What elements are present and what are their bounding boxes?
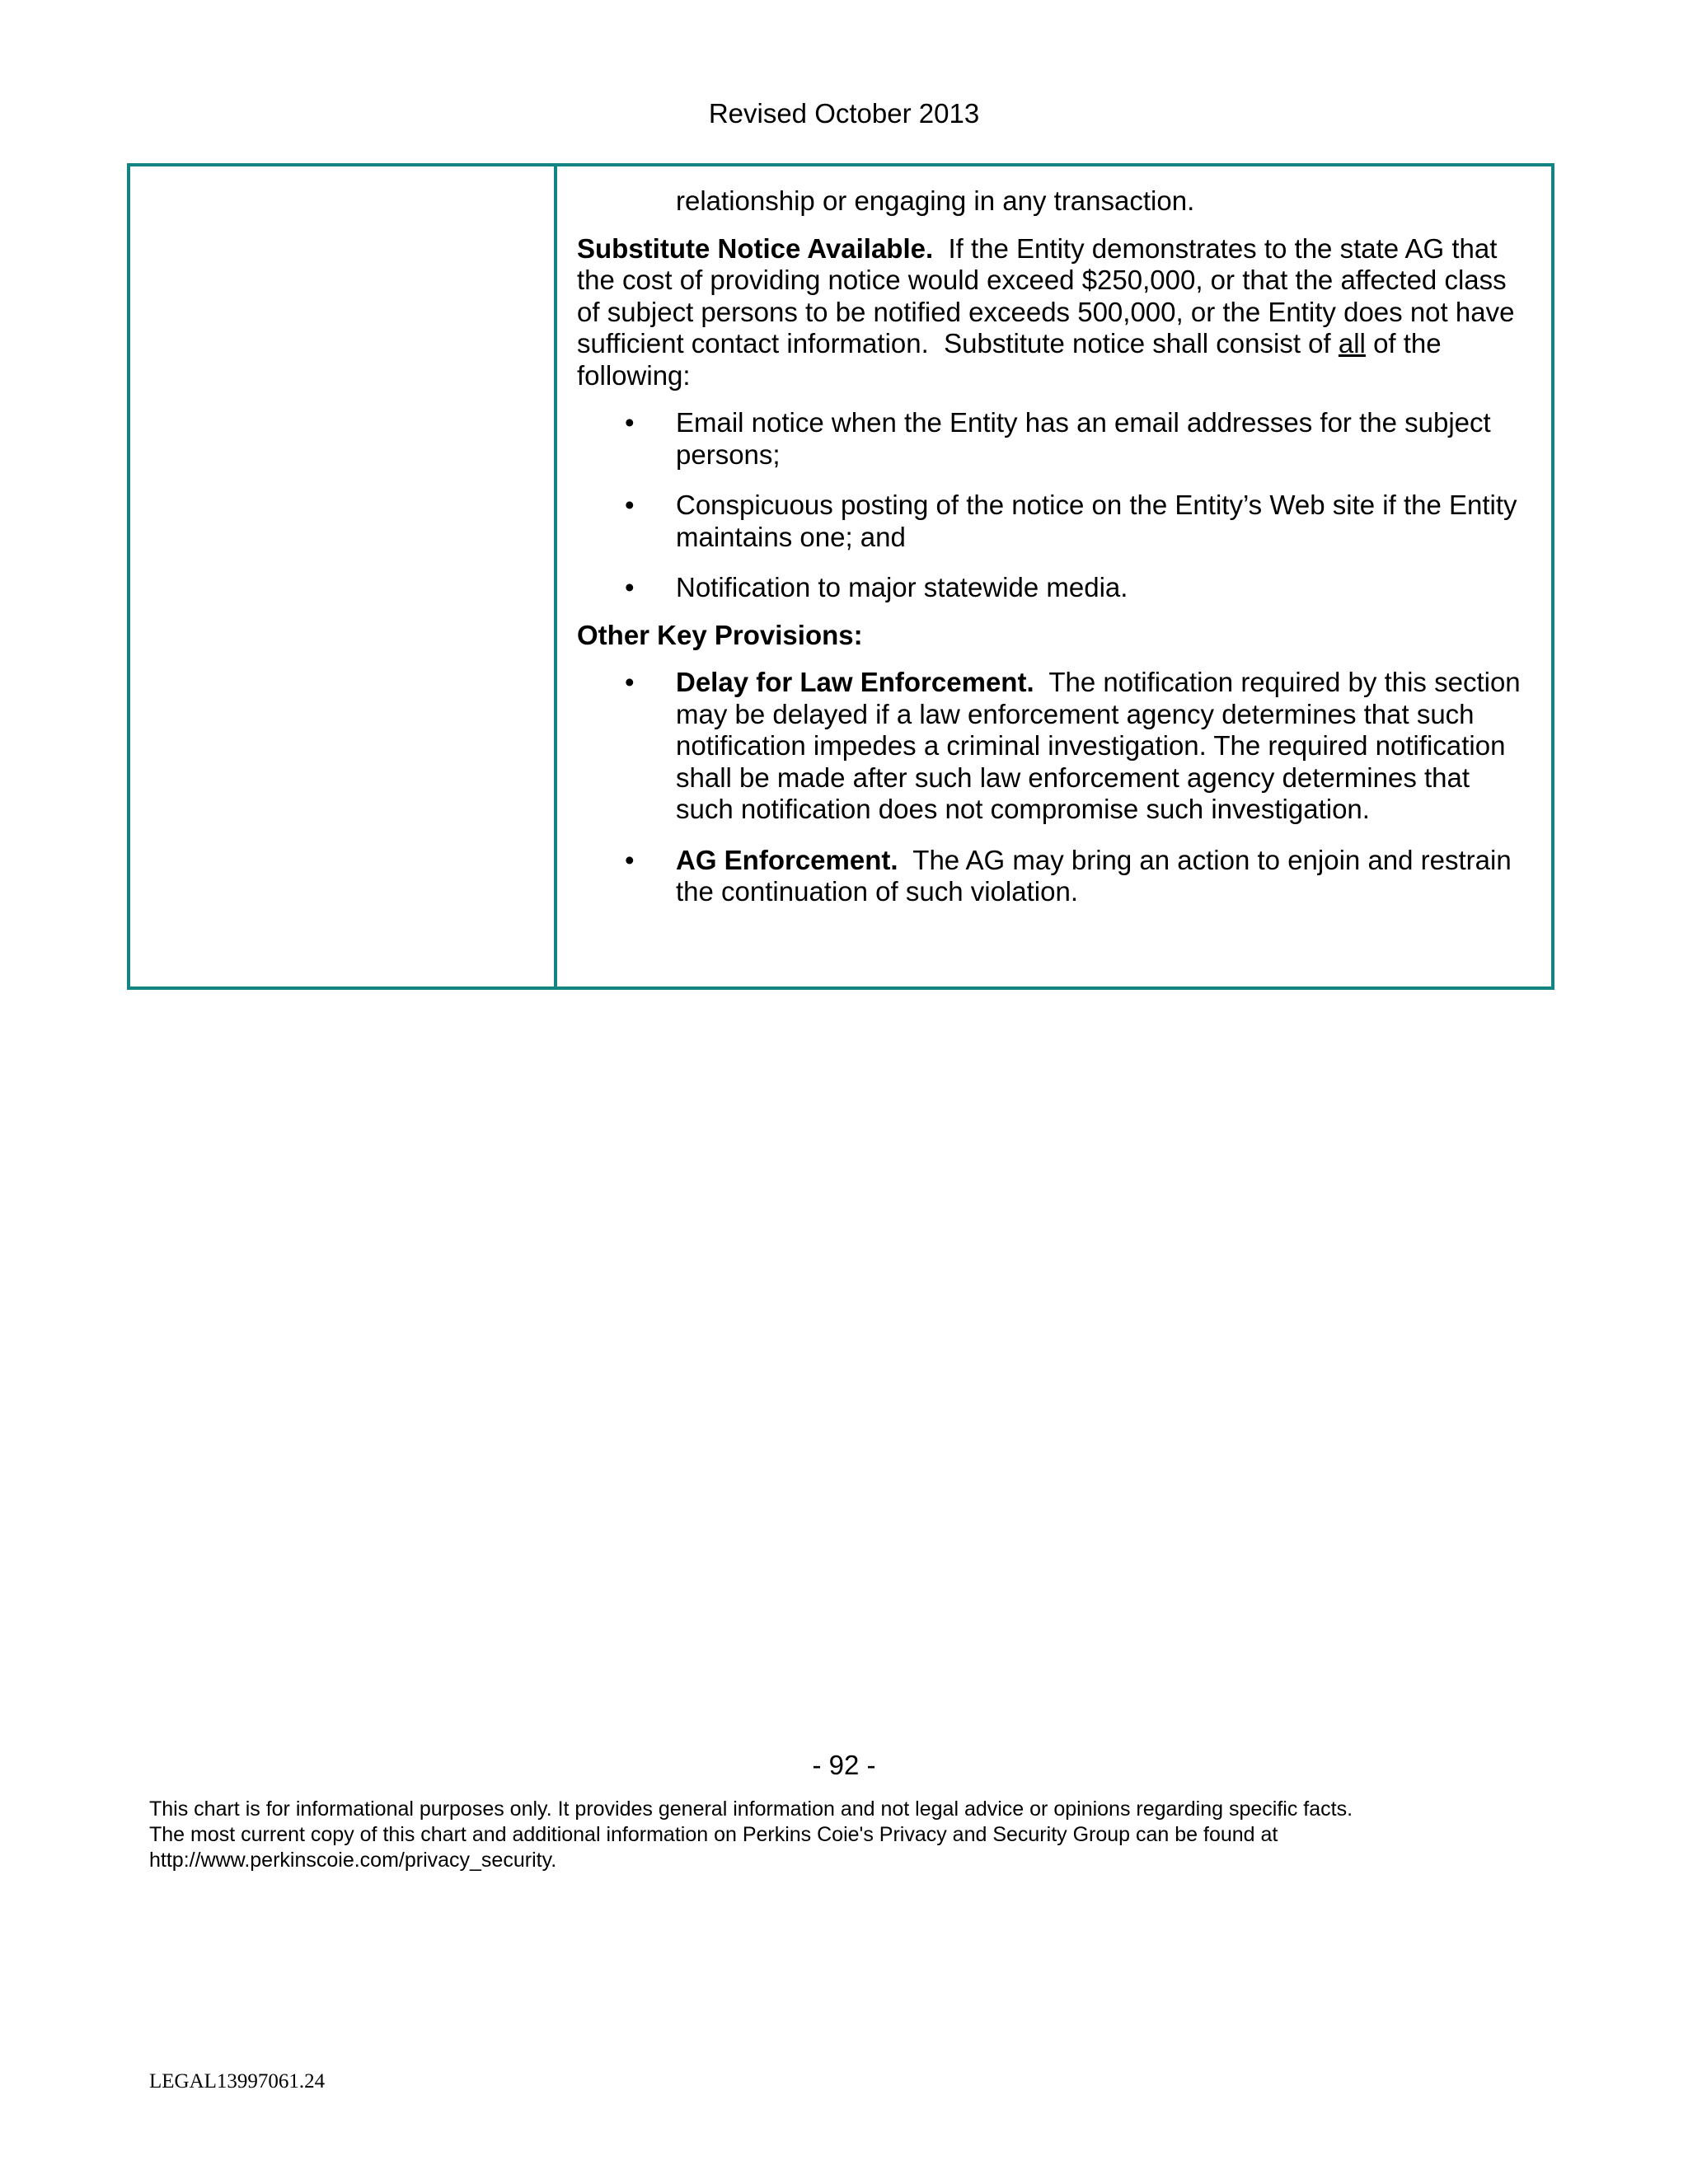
- bullet-icon: •: [625, 572, 635, 602]
- list-item-text: Email notice when the Entity has an email addresses for the subject persons;: [676, 407, 1491, 470]
- other-provisions-list: [577, 667, 1533, 908]
- content-table: [127, 163, 1554, 990]
- provision-text: The notification required by this section may be delayed if a law enforcement agency determines that such notification impedes a criminal investigation. The required notification shall be made after such law enforcement agency determines that such notification does not compromise such investigation.: [676, 667, 1528, 824]
- underlined-all: all: [1338, 328, 1366, 359]
- other-provisions-heading: Other Key Provisions:: [577, 619, 863, 650]
- provision-title: Delay for Law Enforcement.: [676, 667, 1034, 697]
- substitute-notice-heading: Substitute Notice Available.: [577, 232, 934, 264]
- table-left-column: [130, 166, 557, 987]
- list-item: [577, 490, 1533, 553]
- substitute-notice-text: If the Entity demonstrates to the state AG that the cost of providing notice would exceed $250,000, or that the affected class of subject persons to be notified exceeds 500,000, or the Entity does not have sufficient contact information. Substitute notice shall consist of: [577, 232, 1522, 359]
- bullet-icon: •: [625, 667, 635, 697]
- bullet-icon: •: [625, 844, 635, 875]
- page-number: - 92 -: [812, 1750, 876, 1780]
- footer-line: The most current copy of this chart and additional information on Perkins Coie's Privacy and Security Group can be found at: [149, 1823, 1278, 1846]
- footer-line: This chart is for informational purposes only. It provides general information and not legal advice or opinions regarding specific facts.: [149, 1797, 1353, 1821]
- substitute-notice-paragraph: [577, 233, 1533, 392]
- list-item: [577, 407, 1533, 471]
- list-item: [577, 667, 1533, 826]
- bullet-icon: •: [625, 407, 635, 438]
- revised-date: Revised October 2013: [708, 98, 980, 129]
- list-item: [577, 572, 1533, 604]
- substitute-notice-text-end: of the following:: [577, 328, 1442, 391]
- bullet-icon: •: [625, 490, 635, 520]
- continued-text: relationship or engaging in any transaction.: [676, 185, 1195, 216]
- substitute-notice-list: [577, 407, 1533, 604]
- provision-text: The AG may bring an action to enjoin and restrain the continuation of such violation.: [676, 844, 1519, 907]
- footer-link[interactable]: http://www.perkinscoie.com/privacy_security.: [149, 1849, 557, 1872]
- list-item-text: Conspicuous posting of the notice on the Entity’s Web site if the Entity maintains one; and: [676, 490, 1517, 552]
- table-right-column: [557, 166, 1551, 987]
- document-id: LEGAL13997061.24: [149, 2070, 326, 2093]
- list-item-text: Notification to major statewide media.: [676, 572, 1128, 602]
- list-item: [577, 845, 1533, 908]
- footer-disclaimer: [149, 1797, 1550, 1873]
- provision-title: AG Enforcement.: [676, 844, 898, 875]
